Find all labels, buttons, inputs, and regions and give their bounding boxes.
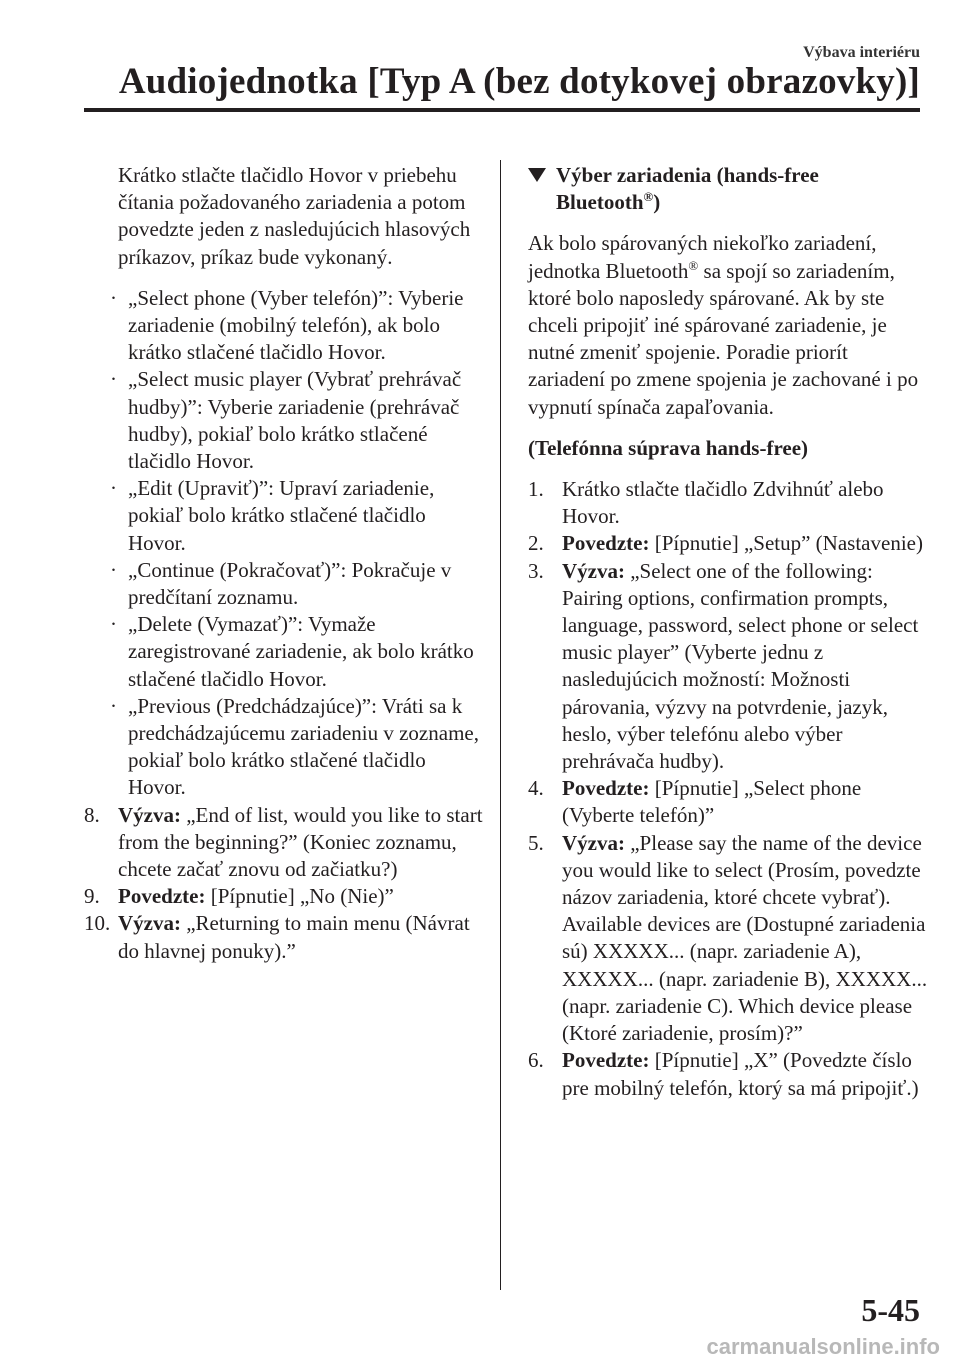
paragraph-text: Ak bolo spárovaných niekoľko zariadení, jednotka Bluetooth [528, 231, 877, 283]
step-item [84, 910, 484, 964]
bullet-text: „Select music player (Vybrať prehrávač hudby)”: Vyberie zariadenie (prehrávač hudby), pokiaľ bolo krátko stlačené tlačidlo Hovor. [128, 367, 462, 474]
step-label: Výzva: [562, 830, 625, 855]
step-number: 5. [528, 830, 544, 855]
list-item: · „Select phone (Vyber telefón)”: Vyberie zariadenie (mobilný telefón), ak bolo krátko stlačené tlačidlo Hovor. [110, 285, 464, 365]
header-section-label: Výbava interiéru [803, 44, 920, 61]
step-item [84, 802, 484, 884]
step-item [528, 775, 928, 829]
header-rule [84, 108, 920, 112]
bullet-text: „Select phone (Vyber telefón)”: Vyberie zariadenie (mobilný telefón), ak bolo krátko stlačené tlačidlo Hovor. [128, 285, 464, 365]
step-number: 4. [528, 776, 544, 801]
list-item: · „Select music player (Vybrať prehrávač hudby)”: Vyberie zariadenie (prehrávač hudby), pokiaľ bolo krátko stlačené tlačidlo Hovor. [110, 367, 462, 474]
bullet-text: „Previous (Predchádzajúce)”: Vráti sa k predchádzajúcemu zariadeniu v zozname, pokiaľ bolo krátko stlačené tlačidlo Hovor. [128, 693, 479, 800]
step-text: [Pípnutie] „Select phone (Vyberte telefón)” [562, 776, 862, 828]
step-item [528, 476, 928, 530]
heading-text: Výber zariadenia (hands-free Bluetooth [556, 163, 819, 215]
right-column [528, 162, 928, 1102]
subheading: (Telefónna súprava hands-free) [528, 435, 809, 460]
triangle-marker-icon [528, 168, 546, 182]
step-text: „End of list, would you like to start from the beginning?” (Koniec zoznamu, chcete začať znovu od začiatku?) [118, 802, 483, 882]
column-divider [500, 160, 501, 1290]
step-label: Výzva: [118, 911, 181, 936]
step-number: 3. [528, 558, 544, 583]
step-item [528, 558, 928, 776]
step-text: „Select one of the following: Pairing options, confirmation prompts, language, password, select phone or select music player” (Vyberte jednu z nasledujúcich možností: Možnosti párovania, výzvy na potvrdenie, jazyk, heslo, výber telefónu alebo výber prehrávača hudby). [562, 558, 919, 774]
step-label: Povedzte: [562, 1048, 650, 1073]
step-item [528, 1047, 928, 1101]
right-paragraph [528, 230, 928, 420]
step-item [84, 883, 484, 910]
registered-mark: ® [643, 189, 654, 205]
step-label: Výzva: [118, 802, 181, 827]
page-title: Audiojednotka [Typ A (bez dotykovej obrazovky)] [118, 61, 920, 102]
step-text: „Please say the name of the device you would like to select (Prosím, povedzte názov zariadenia, ktoré chcete vybrať). Available devices are (Dostupné zariadenia sú) XXXXX... (napr. zariadenie A), XXXXX... (napr. zariadenie B), XXXXX... (napr. zariadenie C). Which device please (Ktoré zariadenie, prosím)?” [562, 830, 928, 1046]
list-item: · „Previous (Predchádzajúce)”: Vráti sa k predchádzajúcemu zariadeniu v zozname, pokiaľ bolo krátko stlačené tlačidlo Hovor. [110, 693, 479, 800]
step-item [528, 530, 928, 557]
left-column [84, 162, 484, 965]
list-item: · „Continue (Pokračovať)”: Pokračuje v predčítaní zoznamu. [110, 557, 452, 610]
bullet-text: „Edit (Upraviť)”: Upraví zariadenie, pokiaľ bolo krátko stlačené tlačidlo Hovor. [128, 476, 435, 555]
step-text: [Pípnutie] „Setup” (Nastavenie) [649, 531, 923, 556]
left-intro: Krátko stlačte tlačidlo Hovor v priebehu čítania požadovaného zariadenia a potom povedzte jeden z nasledujúcich hlasových príkazov, príkaz bude vykonaný. [118, 163, 471, 269]
list-item: · „Edit (Upraviť)”: Upraví zariadenie, pokiaľ bolo krátko stlačené tlačidlo Hovor. [110, 476, 435, 555]
list-item: · „Delete (Vymazať)”: Vymaže zaregistrované zariadenie, ak bolo krátko stlačené tlačidlo Hovor. [110, 612, 474, 691]
step-label: Povedzte: [118, 884, 206, 909]
step-number: 1. [528, 477, 544, 502]
step-label: Povedzte: [562, 531, 650, 556]
registered-mark: ® [688, 257, 699, 273]
step-text: „Returning to main menu (Návrat do hlavnej ponuky).” [118, 911, 470, 963]
step-text: [Pípnutie] „X” (Povedzte číslo pre mobilný telefón, ktorý sa má pripojiť.) [562, 1048, 919, 1100]
page-number: 5-45 [861, 1292, 920, 1328]
step-number: 2. [528, 531, 544, 556]
step-text: Krátko stlačte tlačidlo Zdvihnúť alebo Hovor. [562, 477, 884, 529]
step-number: 8. [84, 802, 100, 827]
heading-close: ) [653, 190, 661, 215]
section-heading [528, 162, 928, 216]
paragraph-text: sa spojí so zariadením, ktoré bolo naposledy spárované. Ak by ste chceli pripojiť iné spárované zariadenie, je nutné zmeniť spojenie. Poradie priorít zariadení po zmene spojenia je zachované i po vypnutí spínača zapaľovania. [528, 258, 919, 419]
bullet-text: „Delete (Vymazať)”: Vymaže zaregistrované zariadenie, ak bolo krátko stlačené tlačidlo Hovor. [128, 612, 474, 691]
step-item [528, 830, 928, 1048]
step-label: Povedzte: [562, 776, 650, 801]
step-number: 9. [84, 884, 100, 909]
watermark: carmanualsonline.info [706, 1334, 940, 1359]
step-text: [Pípnutie] „No (Nie)” [205, 884, 394, 909]
step-number: 10. [84, 911, 111, 936]
step-number: 6. [528, 1048, 544, 1073]
step-label: Výzva: [562, 558, 625, 583]
bullet-text: „Continue (Pokračovať)”: Pokračuje v predčítaní zoznamu. [128, 557, 452, 610]
